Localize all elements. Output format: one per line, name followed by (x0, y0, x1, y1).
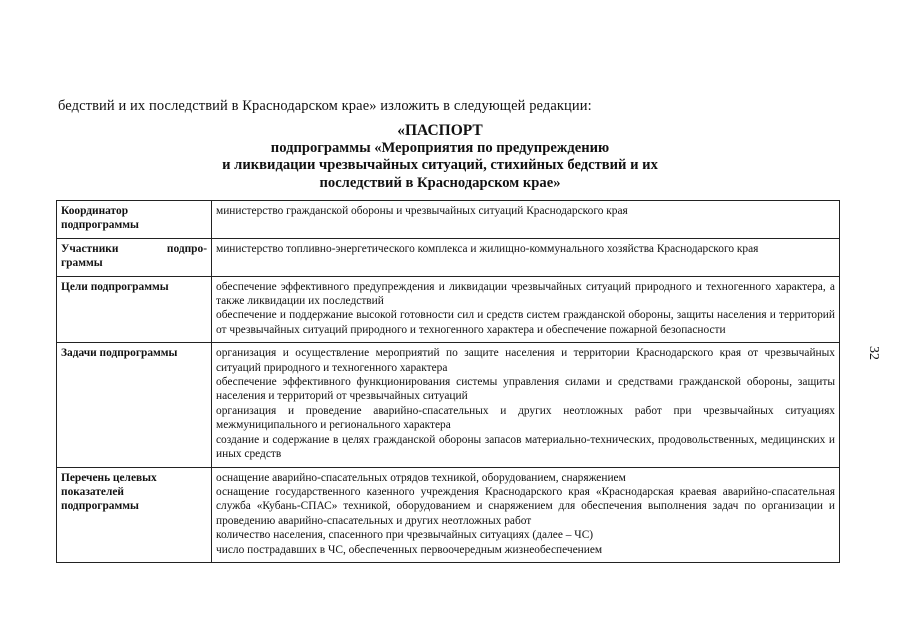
title-line-3: и ликвидации чрезвычайных ситуаций, стихийных бедствий и их (222, 157, 658, 173)
value-line: количество населения, спасенного при чрезвычайных ситуациях (далее – ЧС) (216, 529, 594, 542)
label-line: подпро- (166, 242, 207, 255)
label-line: Участники (61, 242, 119, 255)
row-label-tasks (57, 343, 212, 467)
intro-text: бедствий и их последствий в Краснодарском крае» изложить в следующей редакции: (58, 98, 592, 114)
table-row (57, 343, 840, 467)
value-line: обеспечение и поддержание высокой готовности сил и средств систем гражданской обороны, защиты населения и территорий от чрезвычайных ситуаций природного и техногенного характера и обеспечение пожарной безопасности (216, 309, 835, 336)
row-label-goals (57, 276, 212, 343)
label-line: Перечень целевых (61, 471, 157, 484)
label-line: показателей (61, 485, 124, 498)
row-value-coordinator (212, 201, 840, 239)
label-line: граммы (61, 257, 103, 270)
label-line: Задачи подпрограммы (61, 347, 178, 360)
row-value-indicators (212, 467, 840, 562)
row-label-indicators (57, 467, 212, 562)
row-label-participants (57, 238, 212, 276)
value-line: организация и осуществление мероприятий по защите населения и территории Краснодарского края от чрезвычайных ситуаций природного и техногенного характера (216, 347, 835, 374)
value-line: оснащение аварийно-спасательных отрядов техникой, оборудованием, снаряжением (216, 471, 626, 484)
label-line: Цели подпрограммы (61, 280, 169, 293)
table-row (57, 238, 840, 276)
table-row (57, 467, 840, 562)
row-value-participants (212, 238, 840, 276)
table-row (57, 201, 840, 239)
page-number: 32 (866, 346, 881, 360)
label-line: подпрограммы (61, 500, 139, 513)
label-line: Координатор (61, 205, 129, 217)
title-line-1: «ПАСПОРТ (397, 122, 483, 139)
label-line: подпрограммы (61, 219, 139, 232)
value-line: обеспечение эффективного функционирования системы управления силами и средствами гражданской обороны, защиты населения и территорий от чрезвычайных ситуаций (216, 376, 835, 403)
row-value-tasks (212, 343, 840, 467)
row-value-goals (212, 276, 840, 343)
document-title (150, 122, 730, 192)
passport-table (56, 200, 840, 563)
value-line: организация и проведение аварийно-спасательных и других неотложных работ при чрезвычайных ситуациях межмуниципального и регионального характера (216, 404, 835, 432)
value-line: обеспечение эффективного предупреждения и ликвидации чрезвычайных ситуаций природного и техногенного характера, а также ликвидации их последствий (216, 280, 835, 308)
title-line-4: последствий в Краснодарском крае» (319, 174, 561, 191)
value-line: оснащение государственного казенного учреждения Краснодарского края «Краснодарская краевая аварийно-спасательная служба «Кубань-СПАС» техникой, оборудованием и снаряжением для обеспечения выполнения задач по организации и проведению аварийно-спасательных и других неотложных работ (216, 485, 835, 527)
title-line-2: подпрограммы «Мероприятия по предупреждению (270, 139, 610, 156)
table-row (57, 276, 840, 343)
value-line: министерство топливно-энергетического комплекса и жилищно-коммунального хозяйства Краснодарского края (216, 242, 759, 255)
value-line: число пострадавших в ЧС, обеспеченных первоочередным жизнеобеспечением (216, 543, 603, 556)
row-label-coordinator (57, 201, 212, 239)
value-line: создание и содержание в целях гражданской обороны запасов материально-технических, продовольственных, медицинских и иных средств (216, 433, 835, 461)
value-line: министерство гражданской обороны и чрезвычайных ситуаций Краснодарского края (216, 205, 628, 217)
